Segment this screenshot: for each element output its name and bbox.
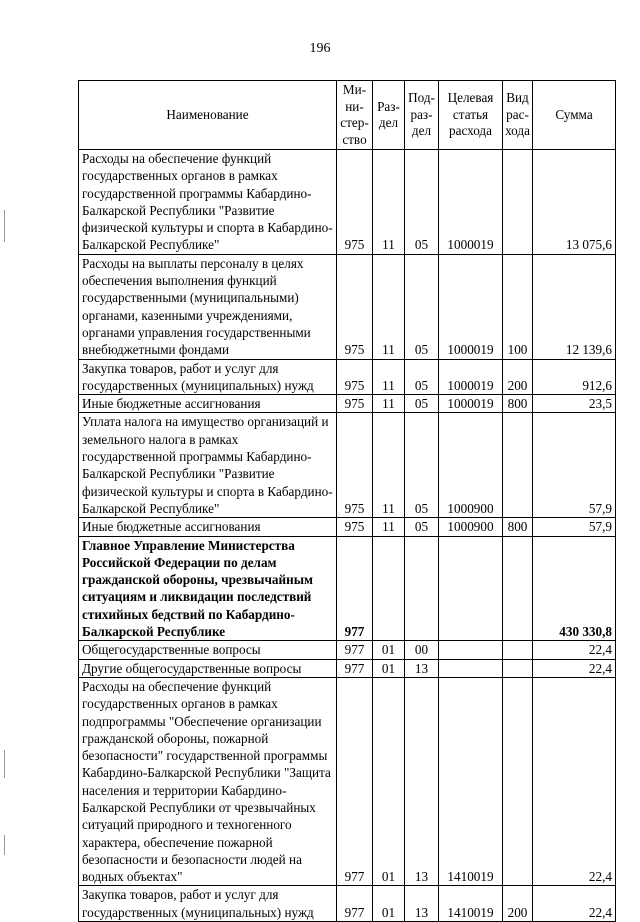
- row-ministry: 977: [337, 677, 373, 886]
- row-ministry: 975: [337, 254, 373, 359]
- row-name: Расходы на выплаты персоналу в целях обеспечения выполнения функций государственными (муниципальными) органами, казенными учреждениями, органами управления государственными внебюджетными фондами: [79, 254, 337, 359]
- row-type: 200: [503, 886, 533, 922]
- row-sum: 22,4: [533, 659, 616, 677]
- row-section: 11: [373, 150, 405, 255]
- row-section: 11: [373, 518, 405, 536]
- table-row: [79, 659, 616, 677]
- table-header: [79, 81, 616, 150]
- row-target: 1000019: [439, 150, 503, 255]
- row-subsection: [405, 536, 439, 641]
- row-type: 800: [503, 395, 533, 413]
- budget-table: [78, 80, 616, 922]
- row-target: 1410019: [439, 677, 503, 886]
- row-ministry: 975: [337, 413, 373, 518]
- table-row: [79, 536, 616, 641]
- row-sum: 12 139,6: [533, 254, 616, 359]
- row-section: 01: [373, 886, 405, 922]
- row-ministry: 975: [337, 359, 373, 395]
- row-target: 1410019: [439, 886, 503, 922]
- row-sum: 912,6: [533, 359, 616, 395]
- table-row: [79, 413, 616, 518]
- row-sum: 57,9: [533, 518, 616, 536]
- row-section: 11: [373, 395, 405, 413]
- row-name: Уплата налога на имущество организаций и земельного налога в рамках государственной программы Кабардино-Балкарской Республики "Развитие физической культуры и спорта в Кабардино-Балкарской Республике": [79, 413, 337, 518]
- col-header-section: Раз- дел: [373, 81, 405, 150]
- scan-artifact: [4, 210, 5, 242]
- row-target: 1000900: [439, 413, 503, 518]
- row-ministry: 975: [337, 395, 373, 413]
- row-ministry: 977: [337, 641, 373, 659]
- col-header-subsection: Под- раз- дел: [405, 81, 439, 150]
- row-subsection: 05: [405, 395, 439, 413]
- row-section: 11: [373, 359, 405, 395]
- table-row: [79, 886, 616, 922]
- row-target: 1000900: [439, 518, 503, 536]
- row-target: [439, 536, 503, 641]
- row-ministry: 977: [337, 659, 373, 677]
- page-number: 196: [309, 41, 331, 56]
- row-section: 11: [373, 254, 405, 359]
- row-target: 1000019: [439, 395, 503, 413]
- row-name: Другие общегосударственные вопросы: [79, 659, 337, 677]
- row-target: 1000019: [439, 359, 503, 395]
- row-name: Расходы на обеспечение функций государственных органов в рамках государственной программы Кабардино-Балкарской Республики "Развитие физической культуры и спорта в Кабардино-Балкарской Республике": [79, 150, 337, 255]
- row-name: Иные бюджетные ассигнования: [79, 518, 337, 536]
- row-target: 1000019: [439, 254, 503, 359]
- row-name: Расходы на обеспечение функций государственных органов в рамках подпрограммы "Обеспечение организации гражданской обороны, пожарной безопасности" государственной программы Кабардино-Балкарской Республики "Защита населения и территории Кабардино-Балкарской Республики от чрезвычайных ситуаций природного и техногенного характера, обеспечение пожарной безопасности и безопасности людей на водных объектах": [79, 677, 337, 886]
- row-subsection: 05: [405, 359, 439, 395]
- row-type: [503, 536, 533, 641]
- table-body: [79, 150, 616, 922]
- table-row: [79, 254, 616, 359]
- row-subsection: 00: [405, 641, 439, 659]
- table-row: [79, 641, 616, 659]
- row-sum: 57,9: [533, 413, 616, 518]
- row-section: 01: [373, 641, 405, 659]
- row-name: Общегосударственные вопросы: [79, 641, 337, 659]
- col-header-type: Вид рас- хода: [503, 81, 533, 150]
- row-type: 200: [503, 359, 533, 395]
- row-section: 11: [373, 413, 405, 518]
- table-row: [79, 395, 616, 413]
- row-type: 800: [503, 518, 533, 536]
- row-sum: 23,5: [533, 395, 616, 413]
- row-sum: 22,4: [533, 886, 616, 922]
- row-section: [373, 536, 405, 641]
- row-subsection: 13: [405, 659, 439, 677]
- row-name: Закупка товаров, работ и услуг для государственных (муниципальных) нужд: [79, 886, 337, 922]
- col-header-sum: Сумма: [533, 81, 616, 150]
- row-ministry: 977: [337, 536, 373, 641]
- row-name: Главное Управление Министерства Российской Федерации по делам гражданской обороны, чрезвычайным ситуациям и ликвидации последствий стихийных бедствий по Кабардино-Балкарской Республике: [79, 536, 337, 641]
- row-type: [503, 641, 533, 659]
- col-header-ministry: Ми- ни- стер- ство: [337, 81, 373, 150]
- col-header-target: Целевая статья расхода: [439, 81, 503, 150]
- table-row: [79, 677, 616, 886]
- row-ministry: 977: [337, 886, 373, 922]
- row-name: Иные бюджетные ассигнования: [79, 395, 337, 413]
- scan-artifact: [4, 835, 5, 855]
- row-ministry: 975: [337, 518, 373, 536]
- scan-artifact: [4, 750, 5, 778]
- row-sum: 13 075,6: [533, 150, 616, 255]
- row-name: Закупка товаров, работ и услуг для государственных (муниципальных) нужд: [79, 359, 337, 395]
- table-row: [79, 359, 616, 395]
- row-type: [503, 413, 533, 518]
- row-sum: 22,4: [533, 641, 616, 659]
- row-target: [439, 641, 503, 659]
- row-type: 100: [503, 254, 533, 359]
- row-sum: 22,4: [533, 677, 616, 886]
- row-subsection: 05: [405, 254, 439, 359]
- row-type: [503, 677, 533, 886]
- row-section: 01: [373, 659, 405, 677]
- col-header-name: Наименование: [79, 81, 337, 150]
- table-row: [79, 150, 616, 255]
- row-type: [503, 150, 533, 255]
- row-sum: 430 330,8: [533, 536, 616, 641]
- row-section: 01: [373, 677, 405, 886]
- row-ministry: 975: [337, 150, 373, 255]
- row-subsection: 05: [405, 150, 439, 255]
- row-subsection: 13: [405, 677, 439, 886]
- row-subsection: 05: [405, 413, 439, 518]
- row-type: [503, 659, 533, 677]
- row-subsection: 13: [405, 886, 439, 922]
- row-target: [439, 659, 503, 677]
- table-row: [79, 518, 616, 536]
- row-subsection: 05: [405, 518, 439, 536]
